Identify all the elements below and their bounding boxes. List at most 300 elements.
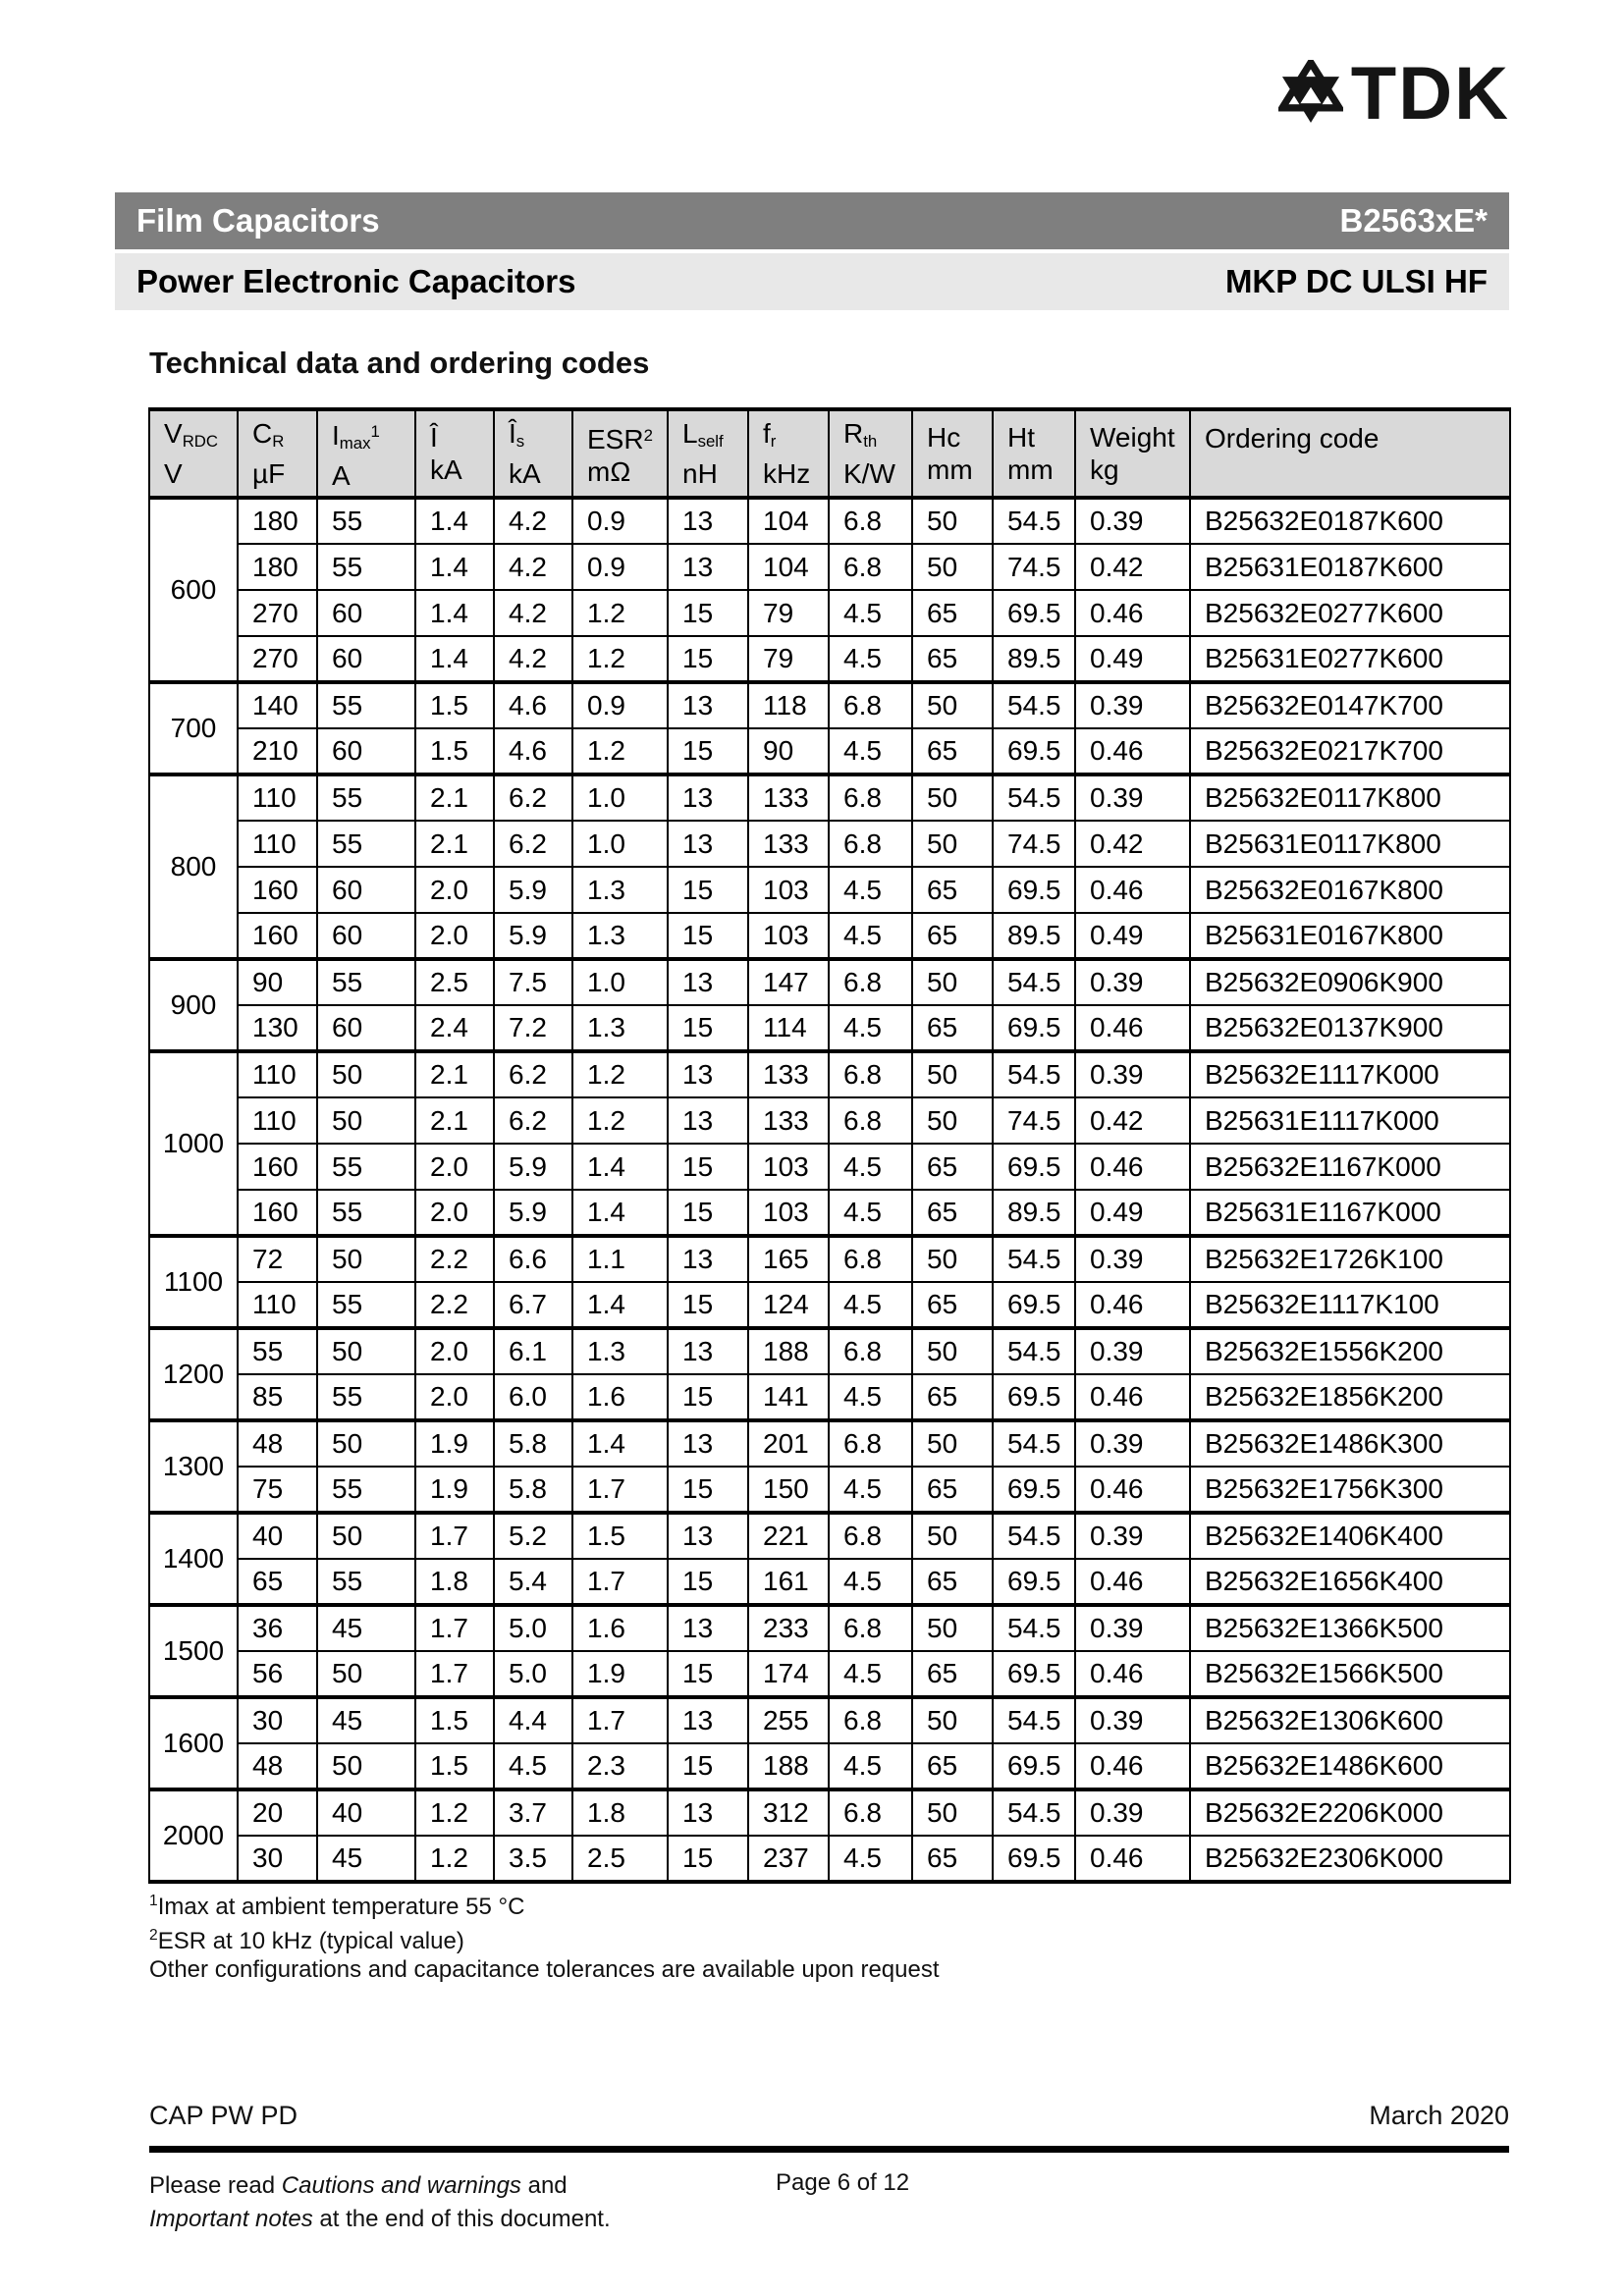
value-cell: 74.5 — [993, 544, 1075, 590]
value-cell: 69.5 — [993, 1836, 1075, 1882]
value-cell: 1.4 — [572, 1144, 668, 1190]
voltage-group-label: 1300 — [149, 1420, 238, 1513]
product-family-title: Film Capacitors — [136, 202, 380, 239]
value-cell: 6.8 — [829, 774, 912, 821]
value-cell: 114 — [748, 1005, 829, 1051]
value-cell: 255 — [748, 1697, 829, 1743]
ordering-code: B25631E1167K000 — [1190, 1190, 1510, 1236]
value-cell: 69.5 — [993, 1743, 1075, 1789]
value-cell: 55 — [317, 1467, 415, 1513]
value-cell: 133 — [748, 1097, 829, 1144]
col-header-esr: ESR$^2$ mΩ — [572, 409, 668, 498]
table-row — [149, 774, 1510, 821]
ordering-code: B25632E0167K800 — [1190, 867, 1510, 913]
value-cell: 56 — [238, 1651, 317, 1697]
value-cell: 5.9 — [494, 1144, 572, 1190]
value-cell: 54.5 — [993, 1328, 1075, 1374]
value-cell: 1.7 — [415, 1513, 494, 1559]
value-cell: 60 — [317, 1005, 415, 1051]
doc-id: CAP PW PD — [149, 2101, 298, 2130]
value-cell: 160 — [238, 913, 317, 959]
voltage-group-label: 700 — [149, 682, 238, 774]
value-cell: 6.6 — [494, 1236, 572, 1282]
cautions-note: Please read Cautions and warnings and Important notes at the end of this document. — [149, 2172, 611, 2232]
table-header-row — [149, 409, 1510, 498]
value-cell: 50 — [912, 1328, 993, 1374]
col-symbol: f — [763, 418, 771, 449]
table-row — [149, 1236, 1510, 1282]
value-cell: 13 — [668, 1605, 748, 1651]
value-cell: 161 — [748, 1559, 829, 1605]
value-cell: 13 — [668, 498, 748, 544]
ordering-code: B25632E1656K400 — [1190, 1559, 1510, 1605]
value-cell: 55 — [317, 1190, 415, 1236]
value-cell: 15 — [668, 867, 748, 913]
value-cell: 103 — [748, 867, 829, 913]
voltage-group-label: 900 — [149, 959, 238, 1051]
value-cell: 1.2 — [572, 1051, 668, 1097]
value-cell: 1.5 — [572, 1513, 668, 1559]
value-cell: 45 — [317, 1697, 415, 1743]
value-cell: 1.6 — [572, 1374, 668, 1420]
value-cell: 104 — [748, 544, 829, 590]
value-cell: 55 — [317, 821, 415, 867]
col-symbol: Hc — [927, 422, 961, 453]
value-cell: 0.46 — [1075, 1374, 1190, 1420]
voltage-group-label: 1000 — [149, 1051, 238, 1236]
value-cell: 110 — [238, 821, 317, 867]
value-cell: 133 — [748, 1051, 829, 1097]
col-symbol: Ordering code — [1205, 422, 1380, 454]
value-cell: 0.39 — [1075, 1513, 1190, 1559]
table-row — [149, 1005, 1510, 1051]
value-cell: 4.6 — [494, 682, 572, 728]
value-cell: 13 — [668, 544, 748, 590]
value-cell: 79 — [748, 590, 829, 636]
ordering-code: B25632E0906K900 — [1190, 959, 1510, 1005]
value-cell: 65 — [912, 1559, 993, 1605]
col-symbol: V — [164, 418, 183, 449]
value-cell: 1.7 — [572, 1559, 668, 1605]
col-header-ordering-code — [1190, 409, 1510, 498]
value-cell: 6.8 — [829, 1420, 912, 1467]
value-cell: 55 — [317, 959, 415, 1005]
value-cell: 150 — [748, 1467, 829, 1513]
value-cell: 270 — [238, 590, 317, 636]
value-cell: 54.5 — [993, 498, 1075, 544]
value-cell: 69.5 — [993, 1282, 1075, 1328]
value-cell: 60 — [317, 913, 415, 959]
value-cell: 6.8 — [829, 959, 912, 1005]
value-cell: 2.2 — [415, 1282, 494, 1328]
value-cell: 13 — [668, 1097, 748, 1144]
value-cell: 65 — [912, 728, 993, 774]
value-cell: 5.9 — [494, 913, 572, 959]
ordering-code: B25632E1566K500 — [1190, 1651, 1510, 1697]
value-cell: 2.0 — [415, 913, 494, 959]
value-cell: 312 — [748, 1789, 829, 1836]
value-cell: 188 — [748, 1328, 829, 1374]
value-cell: 13 — [668, 1513, 748, 1559]
value-cell: 174 — [748, 1651, 829, 1697]
value-cell: 65 — [912, 1374, 993, 1420]
value-cell: 160 — [238, 1144, 317, 1190]
value-cell: 0.9 — [572, 498, 668, 544]
col-unit: kg — [1090, 454, 1119, 485]
value-cell: 69.5 — [993, 728, 1075, 774]
value-cell: 6.8 — [829, 821, 912, 867]
col-header-imax: $I_{max}^1$ A — [317, 409, 415, 498]
value-cell: 5.0 — [494, 1605, 572, 1651]
value-cell: 1.7 — [415, 1651, 494, 1697]
value-cell: 6.7 — [494, 1282, 572, 1328]
value-cell: 50 — [317, 1051, 415, 1097]
value-cell: 65 — [238, 1559, 317, 1605]
value-cell: 270 — [238, 636, 317, 682]
value-cell: 50 — [317, 1513, 415, 1559]
value-cell: 180 — [238, 498, 317, 544]
table-row — [149, 1836, 1510, 1882]
value-cell: 15 — [668, 1144, 748, 1190]
value-cell: 4.5 — [829, 728, 912, 774]
value-cell: 6.2 — [494, 1097, 572, 1144]
voltage-group-label: 1500 — [149, 1605, 238, 1697]
value-cell: 72 — [238, 1236, 317, 1282]
value-cell: 2.1 — [415, 821, 494, 867]
table-row — [149, 682, 1510, 728]
value-cell: 1.9 — [572, 1651, 668, 1697]
value-cell: 1.2 — [572, 636, 668, 682]
value-cell: 15 — [668, 636, 748, 682]
value-cell: 60 — [317, 867, 415, 913]
table-row — [149, 821, 1510, 867]
value-cell: 50 — [912, 1236, 993, 1282]
table-row — [149, 1789, 1510, 1836]
value-cell: 54.5 — [993, 1051, 1075, 1097]
value-cell: 1.2 — [415, 1836, 494, 1882]
value-cell: 2.0 — [415, 1144, 494, 1190]
value-cell: 90 — [238, 959, 317, 1005]
value-cell: 6.2 — [494, 821, 572, 867]
ordering-code: B25632E1486K600 — [1190, 1743, 1510, 1789]
value-cell: 1.2 — [572, 728, 668, 774]
value-cell: 54.5 — [993, 959, 1075, 1005]
value-cell: 4.5 — [829, 1144, 912, 1190]
value-cell: 6.8 — [829, 1697, 912, 1743]
value-cell: 0.39 — [1075, 498, 1190, 544]
value-cell: 6.8 — [829, 1236, 912, 1282]
value-cell: 2.5 — [415, 959, 494, 1005]
value-cell: 5.0 — [494, 1651, 572, 1697]
value-cell: 0.39 — [1075, 1697, 1190, 1743]
ordering-code: B25631E0187K600 — [1190, 544, 1510, 590]
ordering-code: B25632E1726K100 — [1190, 1236, 1510, 1282]
ordering-code: B25632E2206K000 — [1190, 1789, 1510, 1836]
value-cell: 0.46 — [1075, 1743, 1190, 1789]
value-cell: 1.4 — [415, 636, 494, 682]
col-header-rth: $R_{th}$ K/W — [829, 409, 912, 498]
value-cell: 160 — [238, 1190, 317, 1236]
value-cell: 1.7 — [415, 1605, 494, 1651]
table-row — [149, 867, 1510, 913]
value-cell: 0.46 — [1075, 1005, 1190, 1051]
value-cell: 130 — [238, 1005, 317, 1051]
value-cell: 50 — [317, 1743, 415, 1789]
value-cell: 0.46 — [1075, 1559, 1190, 1605]
section-title: Technical data and ordering codes — [149, 346, 650, 380]
table-row — [149, 1513, 1510, 1559]
value-cell: 50 — [912, 682, 993, 728]
col-unit — [1205, 454, 1507, 486]
value-cell: 4.4 — [494, 1697, 572, 1743]
value-cell: 50 — [317, 1328, 415, 1374]
value-cell: 0.49 — [1075, 1190, 1190, 1236]
value-cell: 1.5 — [415, 682, 494, 728]
value-cell: 13 — [668, 1051, 748, 1097]
value-cell: 165 — [748, 1236, 829, 1282]
tdk-logo — [1278, 52, 1510, 135]
value-cell: 2.0 — [415, 867, 494, 913]
value-cell: 103 — [748, 1190, 829, 1236]
value-cell: 15 — [668, 1651, 748, 1697]
value-cell: 15 — [668, 1190, 748, 1236]
value-cell: 103 — [748, 913, 829, 959]
voltage-group-label: 2000 — [149, 1789, 238, 1882]
value-cell: 40 — [238, 1513, 317, 1559]
value-cell: 50 — [317, 1651, 415, 1697]
ordering-code: B25632E1306K600 — [1190, 1697, 1510, 1743]
table-body — [149, 498, 1510, 1882]
value-cell: 50 — [912, 821, 993, 867]
voltage-group-label: 600 — [149, 498, 238, 682]
value-cell: 1.6 — [572, 1605, 668, 1651]
value-cell: 65 — [912, 590, 993, 636]
value-cell: 13 — [668, 959, 748, 1005]
value-cell: 50 — [912, 1420, 993, 1467]
value-cell: 54.5 — [993, 1605, 1075, 1651]
value-cell: 55 — [317, 544, 415, 590]
col-header-hc — [912, 409, 993, 498]
col-unit: nH — [682, 458, 718, 489]
value-cell: 65 — [912, 1005, 993, 1051]
value-cell: 69.5 — [993, 1374, 1075, 1420]
value-cell: 2.2 — [415, 1236, 494, 1282]
value-cell: 6.8 — [829, 1513, 912, 1559]
value-cell: 55 — [317, 1559, 415, 1605]
value-cell: 65 — [912, 636, 993, 682]
ordering-code: B25632E1486K300 — [1190, 1420, 1510, 1467]
table-row — [149, 1559, 1510, 1605]
technical-data-table — [148, 407, 1511, 1884]
table-row — [149, 1190, 1510, 1236]
value-cell: 15 — [668, 1836, 748, 1882]
ordering-code: B25632E1556K200 — [1190, 1328, 1510, 1374]
col-unit: kA — [430, 454, 462, 485]
value-cell: 13 — [668, 1328, 748, 1374]
value-cell: 0.42 — [1075, 544, 1190, 590]
col-header-fr: $f_r$ kHz — [748, 409, 829, 498]
value-cell: 1.0 — [572, 821, 668, 867]
value-cell: 0.39 — [1075, 1420, 1190, 1467]
value-cell: 4.5 — [829, 1190, 912, 1236]
table-row — [149, 1282, 1510, 1328]
value-cell: 65 — [912, 867, 993, 913]
ordering-code: B25632E0117K800 — [1190, 774, 1510, 821]
value-cell: 65 — [912, 1467, 993, 1513]
value-cell: 50 — [912, 498, 993, 544]
value-cell: 1.4 — [572, 1190, 668, 1236]
value-cell: 1.5 — [415, 1697, 494, 1743]
value-cell: 5.9 — [494, 1190, 572, 1236]
value-cell: 50 — [912, 1605, 993, 1651]
value-cell: 6.8 — [829, 1051, 912, 1097]
header-bar-secondary — [115, 253, 1509, 310]
table-row — [149, 728, 1510, 774]
col-symbol: Î — [430, 422, 438, 453]
value-cell: 4.5 — [494, 1743, 572, 1789]
ordering-code: B25632E1756K300 — [1190, 1467, 1510, 1513]
footer-divider — [149, 2146, 1509, 2153]
value-cell: 55 — [317, 682, 415, 728]
value-cell: 110 — [238, 1282, 317, 1328]
value-cell: 6.2 — [494, 774, 572, 821]
table-row — [149, 959, 1510, 1005]
value-cell: 1.3 — [572, 913, 668, 959]
table-row — [149, 1697, 1510, 1743]
value-cell: 55 — [317, 1144, 415, 1190]
value-cell: 54.5 — [993, 1789, 1075, 1836]
value-cell: 1.4 — [572, 1282, 668, 1328]
value-cell: 1.3 — [572, 1328, 668, 1374]
value-cell: 2.4 — [415, 1005, 494, 1051]
ordering-code: B25632E1117K100 — [1190, 1282, 1510, 1328]
value-cell: 54.5 — [993, 1513, 1075, 1559]
value-cell: 55 — [317, 774, 415, 821]
value-cell: 110 — [238, 1051, 317, 1097]
ordering-code: B25631E0117K800 — [1190, 821, 1510, 867]
col-header-weight — [1075, 409, 1190, 498]
value-cell: 237 — [748, 1836, 829, 1882]
value-cell: 133 — [748, 774, 829, 821]
col-header-ht — [993, 409, 1075, 498]
value-cell: 201 — [748, 1420, 829, 1467]
value-cell: 6.2 — [494, 1051, 572, 1097]
value-cell: 141 — [748, 1374, 829, 1420]
col-symbol: Î — [509, 418, 516, 449]
value-cell: 0.46 — [1075, 1467, 1190, 1513]
value-cell: 0.39 — [1075, 1236, 1190, 1282]
footnote: $^2$ESR at 10 kHz (typical value) — [149, 1927, 464, 1954]
value-cell: 103 — [748, 1144, 829, 1190]
value-cell: 160 — [238, 867, 317, 913]
value-cell: 0.39 — [1075, 1605, 1190, 1651]
ordering-code: B25631E0167K800 — [1190, 913, 1510, 959]
value-cell: 50 — [317, 1420, 415, 1467]
col-unit: V — [164, 458, 183, 489]
ordering-code: B25632E1167K000 — [1190, 1144, 1510, 1190]
table-row — [149, 1144, 1510, 1190]
value-cell: 15 — [668, 590, 748, 636]
col-unit: mm — [1007, 454, 1054, 485]
table-row — [149, 544, 1510, 590]
value-cell: 2.1 — [415, 1051, 494, 1097]
value-cell: 1.9 — [415, 1420, 494, 1467]
col-header-vrdc: $V_{RDC}$ V — [149, 409, 238, 498]
value-cell: 65 — [912, 1190, 993, 1236]
value-cell: 133 — [748, 821, 829, 867]
value-cell: 15 — [668, 913, 748, 959]
value-cell: 55 — [317, 1374, 415, 1420]
value-cell: 4.2 — [494, 498, 572, 544]
value-cell: 60 — [317, 590, 415, 636]
table-row — [149, 1651, 1510, 1697]
value-cell: 4.5 — [829, 1467, 912, 1513]
col-unit: kHz — [763, 458, 811, 489]
value-cell: 2.0 — [415, 1374, 494, 1420]
value-cell: 0.46 — [1075, 1651, 1190, 1697]
value-cell: 2.1 — [415, 774, 494, 821]
value-cell: 54.5 — [993, 1236, 1075, 1282]
value-cell: 65 — [912, 1836, 993, 1882]
value-cell: 0.49 — [1075, 913, 1190, 959]
value-cell: 30 — [238, 1697, 317, 1743]
col-header-lself: $L_{self}$ nH — [668, 409, 748, 498]
value-cell: 69.5 — [993, 867, 1075, 913]
col-symbol: I — [332, 420, 340, 451]
ordering-code: B25632E0137K900 — [1190, 1005, 1510, 1051]
value-cell: 50 — [912, 544, 993, 590]
value-cell: 74.5 — [993, 821, 1075, 867]
value-cell: 1.3 — [572, 1005, 668, 1051]
table-row — [149, 1097, 1510, 1144]
value-cell: 89.5 — [993, 1190, 1075, 1236]
value-cell: 1.0 — [572, 774, 668, 821]
ordering-code: B25631E1117K000 — [1190, 1097, 1510, 1144]
ordering-code: B25632E0147K700 — [1190, 682, 1510, 728]
value-cell: 6.8 — [829, 682, 912, 728]
footnote: $^1$Imax at ambient temperature 55 °C — [149, 1893, 525, 1920]
value-cell: 210 — [238, 728, 317, 774]
value-cell: 1.2 — [415, 1789, 494, 1836]
value-cell: 50 — [317, 1097, 415, 1144]
value-cell: 50 — [912, 774, 993, 821]
value-cell: 1.2 — [572, 590, 668, 636]
value-cell: 13 — [668, 774, 748, 821]
value-cell: 4.2 — [494, 590, 572, 636]
ordering-code: B25632E0187K600 — [1190, 498, 1510, 544]
col-symbol: C — [252, 418, 273, 449]
value-cell: 15 — [668, 1374, 748, 1420]
value-cell: 36 — [238, 1605, 317, 1651]
value-cell: 1.3 — [572, 867, 668, 913]
value-cell: 5.8 — [494, 1420, 572, 1467]
value-cell: 6.8 — [829, 544, 912, 590]
value-cell: 2.5 — [572, 1836, 668, 1882]
value-cell: 2.3 — [572, 1743, 668, 1789]
value-cell: 1.4 — [572, 1420, 668, 1467]
ordering-code: B25632E1856K200 — [1190, 1374, 1510, 1420]
value-cell: 233 — [748, 1605, 829, 1651]
value-cell: 89.5 — [993, 636, 1075, 682]
value-cell: 6.1 — [494, 1328, 572, 1374]
col-header-is-peak: $Î_s$ kA — [494, 409, 572, 498]
col-unit: µF — [252, 458, 286, 489]
table-row — [149, 590, 1510, 636]
value-cell: 13 — [668, 1236, 748, 1282]
technology-code: MKP DC ULSI HF — [1224, 263, 1488, 299]
voltage-group-label: 1100 — [149, 1236, 238, 1328]
ordering-code: B25632E0277K600 — [1190, 590, 1510, 636]
